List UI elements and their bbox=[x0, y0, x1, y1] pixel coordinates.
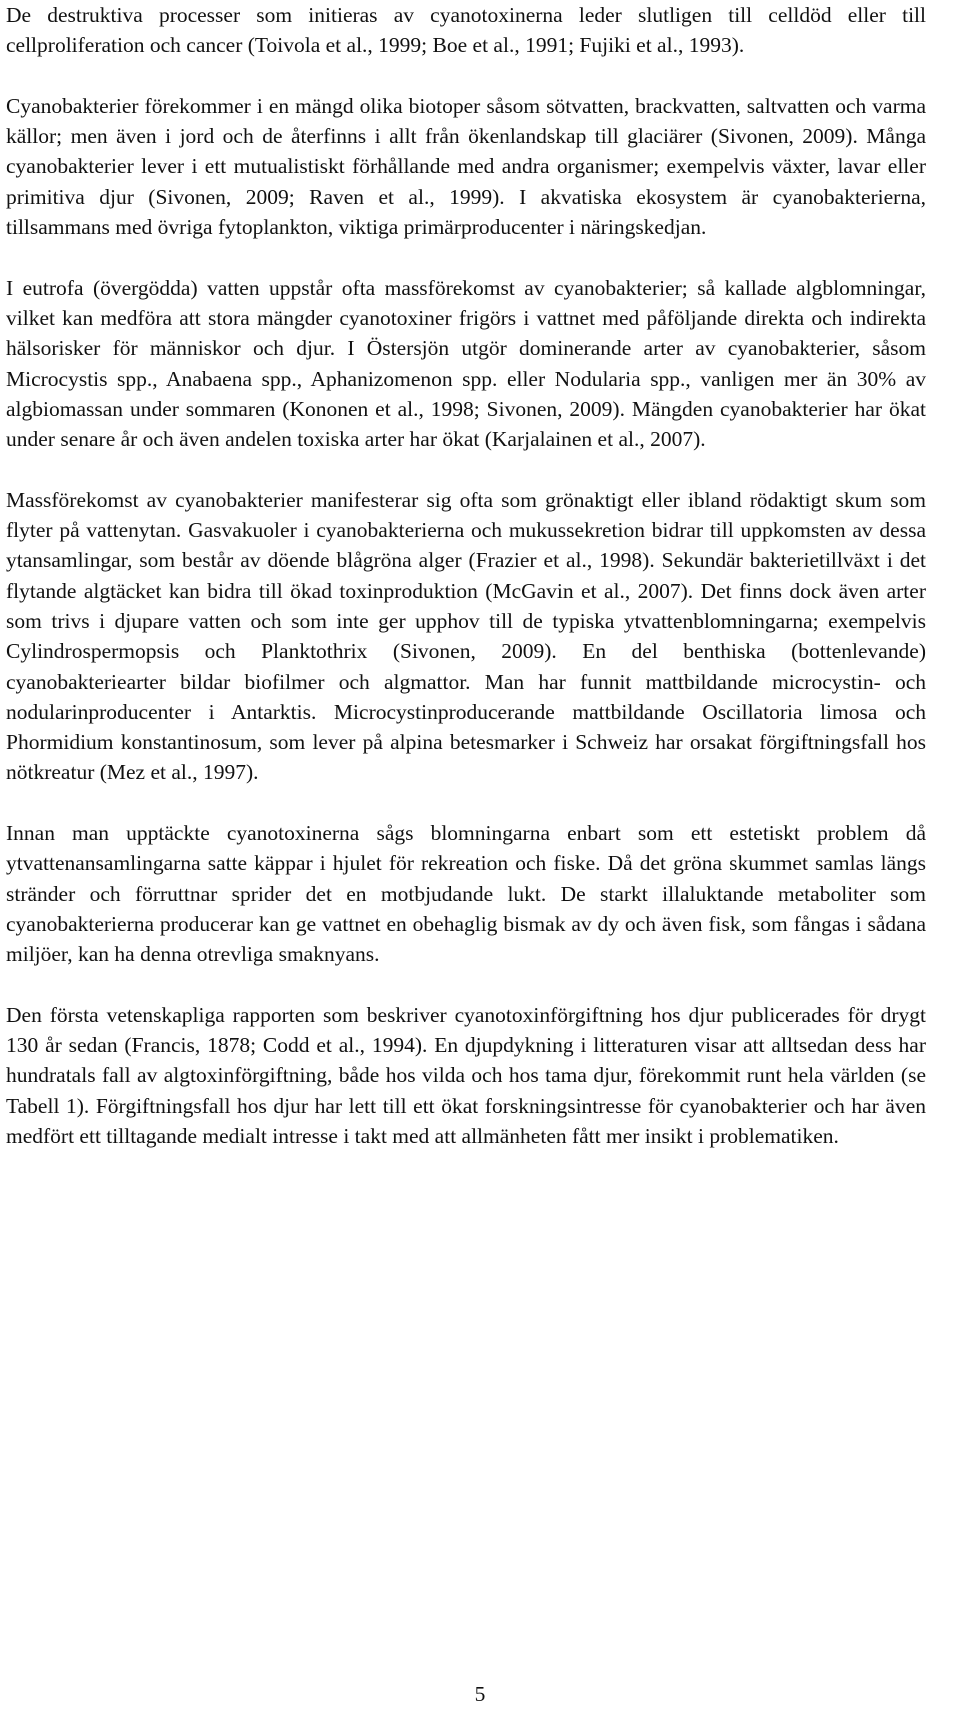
paragraph-5: Innan man upptäckte cyanotoxinerna sågs blomningarna enbart som ett estetiskt problem då ytvattenansamlingarna satte käppar i hjulet för rekreation och fiske. Då det gröna skummet samlas längs stränder och förruttnar sprider det en motbjudande lukt. De starkt illaluktande metaboliter som cyanobakterierna producerar kan ge vattnet en obehaglig bismak av dy och även fisk, som fångas i sådana miljöer, kan ha denna otrevliga smaknyans. bbox=[6, 821, 926, 967]
paragraph-2: Cyanobakterier förekommer i en mängd olika biotoper såsom sötvatten, brackvatten, saltvatten och varma källor; men även i jord och de återfinns i allt från ökenlandskap till glaciärer (Sivonen, 2009). Många cyanobakterier lever i ett mutualistiskt förhållande med andra organismer; exempelvis växter, lavar eller primitiva djur (Sivonen, 2009; Raven et al., 1999). I akvatiska ekosystem är cyanobakterierna, tillsammans med övriga fytoplankton, viktiga primärproducenter i näringskedjan. bbox=[6, 93, 926, 240]
page-number: 5 bbox=[474, 1682, 486, 1706]
paragraph-gap bbox=[6, 788, 926, 818]
paragraph-1: De destruktiva processer som initieras av cyanotoxinerna leder slutligen till celldöd eller till cellproliferation och cancer (Toivola et al., 1999; Boe et al., 1991; Fujiki et al., 1993). bbox=[6, 3, 926, 58]
paragraph-gap bbox=[6, 242, 926, 272]
paragraph-4: Massförekomst av cyanobakterier manifesterar sig ofta som grönaktigt eller ibland rödaktigt skum som flyter på vattenytan. Gasvakuoler i cyanobakterierna och mukussekretion bidrar till uppkomsten av dessa ytansamlingar, som består av döende blågröna alger (Frazier et al., 1998). Sekundär bakterietillväxt i det flytande algtäcket kan bidra till ökad toxinproduktion (McGavin et al., 2007). Det finns dock även arter som trivs i djupare vatten och som inte ger upphov till de typiska ytvattenblomningarna; exempelvis Cylindrospermopsis och Planktothrix (Sivonen, 2009). En del benthiska (bottenlevande) cyanobakteriearter bildar biofilmer och algmattor. Man har funnit mattbildande microcystin- och nodularinproducenter i Antarktis. Microcystinproducerande mattbildande Oscillatoria limosa och Phormidium konstantinosum, som lever på alpina betesmarker i Schweiz har orsakat förgiftningsfall hos nötkreatur (Mez et al., 1997). bbox=[6, 487, 926, 785]
paragraph-gap bbox=[6, 61, 926, 91]
paragraph-gap bbox=[6, 970, 926, 1000]
paragraph-6: Den första vetenskapliga rapporten som beskriver cyanotoxinförgiftning hos djur publicerades för drygt 130 år sedan (Francis, 1878; Codd et al., 1994). En djupdykning i litteraturen visar att alltsedan dess har hundratals fall av algtoxinförgiftning, både hos vilda och hos tama djur, förekommit runt hela världen (se Tabell 1). Förgiftningsfall hos djur har lett till ett ökat forskningsintresse för cyanobakterier och har även medfört ett tilltagande medialt intresse i takt med att allmänheten fått mer insikt i problematiken. bbox=[6, 1002, 926, 1148]
document-page bbox=[6, 0, 926, 1151]
paragraph-gap bbox=[6, 454, 926, 484]
paragraph-3: I eutrofa (övergödda) vatten uppstår ofta massförekomst av cyanobakterier; så kallade algblomningar, vilket kan medföra att stora mängder cyanotoxiner frigörs i vattnet med påföljande direkta och indirekta hälsorisker för människor och djur. I Östersjön utgör dominerande arter av cyanobakterier, såsom Microcystis spp., Anabaena spp., Aphanizomenon spp. eller Nodularia spp., vanligen mer än 30% av algbiomassan under sommaren (Kononen et al., 1998; Sivonen, 2009). Mängden cyanobakterier har ökat under senare år och även andelen toxiska arter har ökat (Karjalainen et al., 2007). bbox=[6, 275, 926, 452]
